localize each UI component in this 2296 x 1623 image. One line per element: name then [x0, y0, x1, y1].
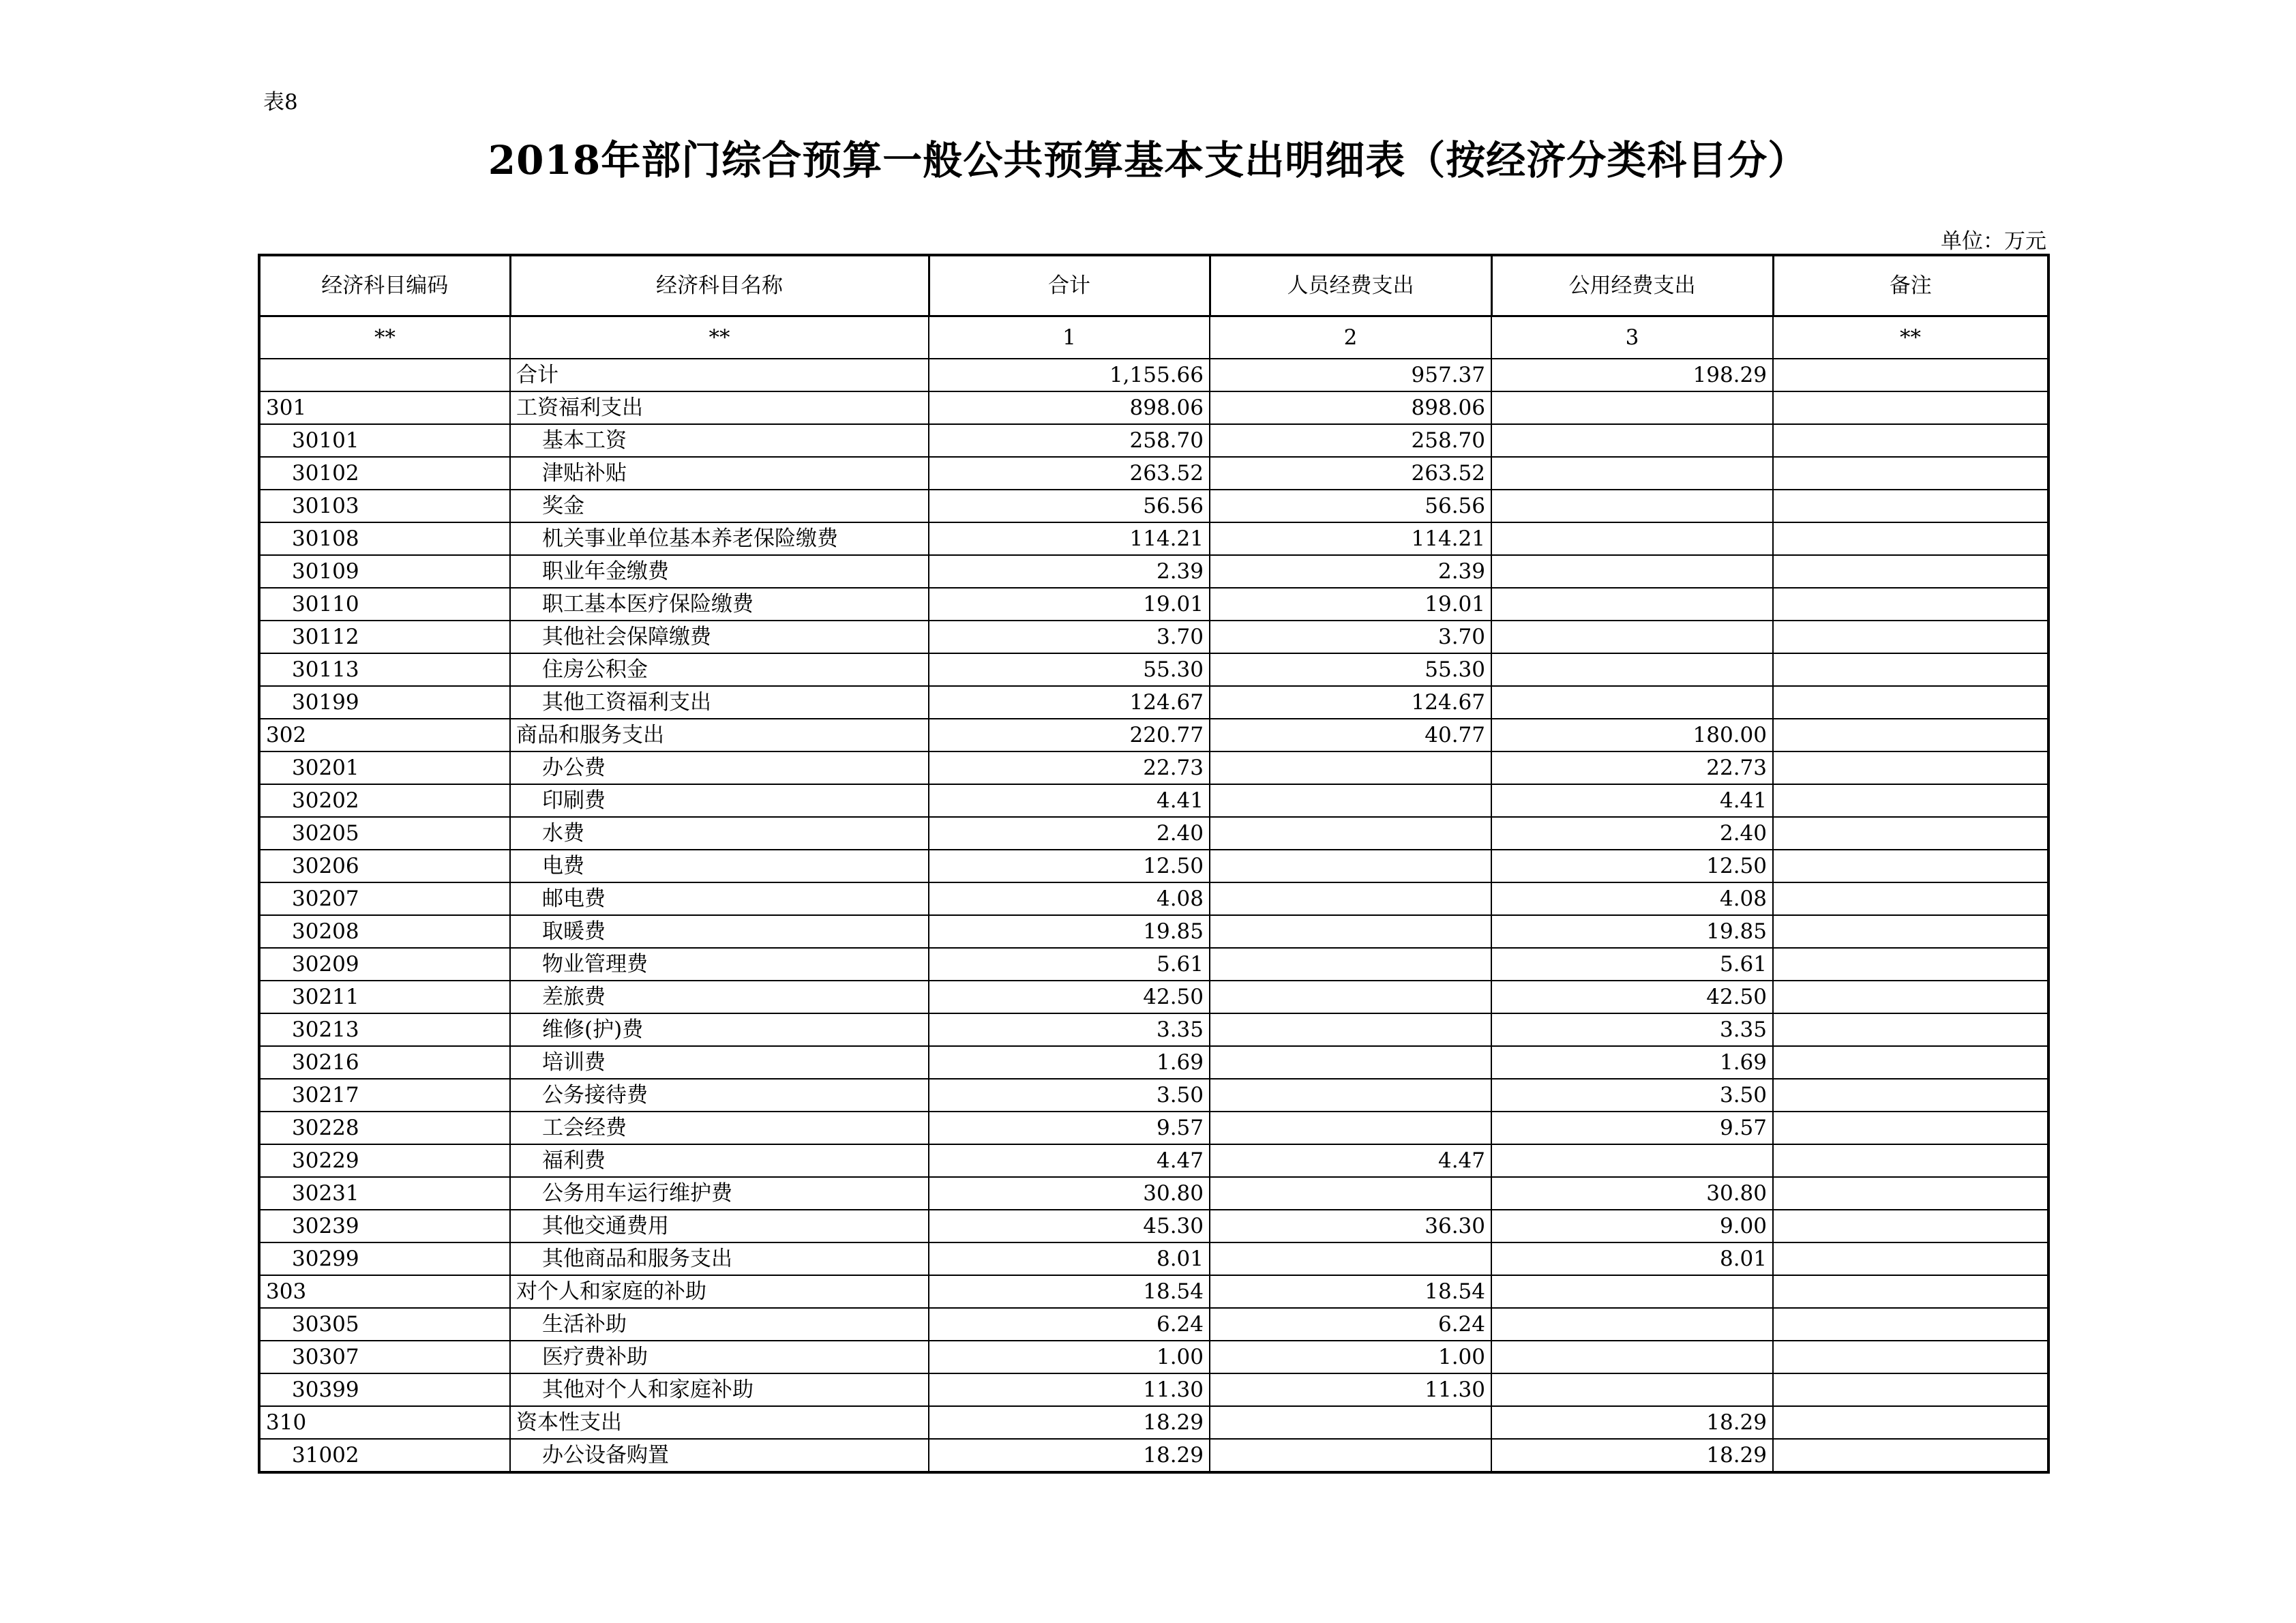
personnel-cell	[1210, 1079, 1491, 1112]
remark-cell	[1773, 490, 2048, 522]
total-cell: 12.50	[929, 850, 1210, 882]
remark-cell	[1773, 981, 2048, 1013]
personnel-cell: 6.24	[1210, 1308, 1491, 1341]
table-row	[259, 1144, 2048, 1177]
header-total: 合计	[929, 255, 1210, 316]
personnel-cell	[1210, 1177, 1491, 1210]
table-row	[259, 1341, 2048, 1373]
name-cell: 工资福利支出	[510, 391, 929, 424]
public-cell: 198.29	[1491, 359, 1773, 391]
total-cell: 30.80	[929, 1177, 1210, 1210]
code-cell: 30206	[259, 850, 510, 882]
public-cell	[1491, 1308, 1773, 1341]
name-cell: 住房公积金	[510, 653, 929, 686]
code-cell: 30101	[259, 424, 510, 457]
total-cell: 18.54	[929, 1275, 1210, 1308]
total-cell: 22.73	[929, 751, 1210, 784]
table-row	[259, 1308, 2048, 1341]
index-cell: 2	[1210, 316, 1491, 359]
name-cell: 其他交通费用	[510, 1210, 929, 1242]
total-cell: 124.67	[929, 686, 1210, 719]
personnel-cell	[1210, 1406, 1491, 1439]
remark-cell	[1773, 1210, 2048, 1242]
total-cell: 18.29	[929, 1439, 1210, 1472]
personnel-cell	[1210, 981, 1491, 1013]
name-cell: 商品和服务支出	[510, 719, 929, 751]
table-row	[259, 1373, 2048, 1406]
remark-cell	[1773, 1079, 2048, 1112]
total-cell: 9.57	[929, 1112, 1210, 1144]
remark-cell	[1773, 1112, 2048, 1144]
code-cell: 30102	[259, 457, 510, 490]
public-cell: 4.41	[1491, 784, 1773, 817]
header-public: 公用经费支出	[1491, 255, 1773, 316]
name-cell: 差旅费	[510, 981, 929, 1013]
name-cell: 其他商品和服务支出	[510, 1242, 929, 1275]
name-cell: 其他社会保障缴费	[510, 621, 929, 653]
name-cell: 福利费	[510, 1144, 929, 1177]
name-cell: 取暖费	[510, 915, 929, 948]
remark-cell	[1773, 621, 2048, 653]
code-cell: 30299	[259, 1242, 510, 1275]
remark-cell	[1773, 1242, 2048, 1275]
name-cell: 物业管理费	[510, 948, 929, 981]
name-cell: 医疗费补助	[510, 1341, 929, 1373]
table-row	[259, 359, 2048, 391]
personnel-cell	[1210, 1439, 1491, 1472]
public-cell	[1491, 391, 1773, 424]
personnel-cell	[1210, 850, 1491, 882]
code-cell: 30205	[259, 817, 510, 850]
code-cell: 30110	[259, 588, 510, 621]
remark-cell	[1773, 555, 2048, 588]
remark-cell	[1773, 915, 2048, 948]
personnel-cell	[1210, 784, 1491, 817]
remark-cell	[1773, 1406, 2048, 1439]
table-row	[259, 1439, 2048, 1472]
index-cell: 1	[929, 316, 1210, 359]
public-cell	[1491, 621, 1773, 653]
public-cell	[1491, 1275, 1773, 1308]
code-cell: 30231	[259, 1177, 510, 1210]
public-cell: 4.08	[1491, 882, 1773, 915]
public-cell: 22.73	[1491, 751, 1773, 784]
name-cell: 奖金	[510, 490, 929, 522]
code-cell: 30108	[259, 522, 510, 555]
remark-cell	[1773, 424, 2048, 457]
name-cell: 机关事业单位基本养老保险缴费	[510, 522, 929, 555]
total-cell: 4.47	[929, 1144, 1210, 1177]
table-row	[259, 1275, 2048, 1308]
remark-cell	[1773, 1177, 2048, 1210]
total-cell: 11.30	[929, 1373, 1210, 1406]
personnel-cell: 40.77	[1210, 719, 1491, 751]
personnel-cell: 263.52	[1210, 457, 1491, 490]
table-row	[259, 1079, 2048, 1112]
public-cell: 42.50	[1491, 981, 1773, 1013]
code-cell: 310	[259, 1406, 510, 1439]
code-cell: 30307	[259, 1341, 510, 1373]
remark-cell	[1773, 1341, 2048, 1373]
table-row	[259, 522, 2048, 555]
personnel-cell	[1210, 751, 1491, 784]
name-cell: 其他对个人和家庭补助	[510, 1373, 929, 1406]
remark-cell	[1773, 882, 2048, 915]
remark-cell	[1773, 1144, 2048, 1177]
remark-cell	[1773, 1013, 2048, 1046]
code-cell: 30229	[259, 1144, 510, 1177]
personnel-cell: 2.39	[1210, 555, 1491, 588]
personnel-cell: 3.70	[1210, 621, 1491, 653]
index-cell: **	[259, 316, 510, 359]
header-code: 经济科目编码	[259, 255, 510, 316]
name-cell: 印刷费	[510, 784, 929, 817]
code-cell: 30399	[259, 1373, 510, 1406]
table-row	[259, 719, 2048, 751]
code-cell: 30209	[259, 948, 510, 981]
remark-cell	[1773, 457, 2048, 490]
code-cell: 301	[259, 391, 510, 424]
table-row	[259, 1177, 2048, 1210]
code-cell: 31002	[259, 1439, 510, 1472]
index-row	[259, 316, 2048, 359]
code-cell: 30113	[259, 653, 510, 686]
name-cell: 邮电费	[510, 882, 929, 915]
total-cell: 4.08	[929, 882, 1210, 915]
public-cell: 18.29	[1491, 1406, 1773, 1439]
remark-cell	[1773, 522, 2048, 555]
personnel-cell: 258.70	[1210, 424, 1491, 457]
total-cell: 3.70	[929, 621, 1210, 653]
code-cell: 30228	[259, 1112, 510, 1144]
remark-cell	[1773, 784, 2048, 817]
personnel-cell	[1210, 1013, 1491, 1046]
code-cell: 30239	[259, 1210, 510, 1242]
public-cell	[1491, 424, 1773, 457]
table-row	[259, 948, 2048, 981]
personnel-cell	[1210, 882, 1491, 915]
remark-cell	[1773, 391, 2048, 424]
code-cell: 30199	[259, 686, 510, 719]
name-cell: 津贴补贴	[510, 457, 929, 490]
name-cell: 维修(护)费	[510, 1013, 929, 1046]
code-cell: 30109	[259, 555, 510, 588]
total-cell: 6.24	[929, 1308, 1210, 1341]
personnel-cell	[1210, 1242, 1491, 1275]
public-cell: 9.57	[1491, 1112, 1773, 1144]
code-cell: 30207	[259, 882, 510, 915]
name-cell: 合计	[510, 359, 929, 391]
personnel-cell: 11.30	[1210, 1373, 1491, 1406]
table-row	[259, 882, 2048, 915]
table-number: 表8	[263, 90, 298, 115]
personnel-cell: 18.54	[1210, 1275, 1491, 1308]
table-row	[259, 817, 2048, 850]
personnel-cell: 19.01	[1210, 588, 1491, 621]
code-cell: 30217	[259, 1079, 510, 1112]
total-cell: 4.41	[929, 784, 1210, 817]
name-cell: 公务用车运行维护费	[510, 1177, 929, 1210]
table-row	[259, 751, 2048, 784]
name-cell: 生活补助	[510, 1308, 929, 1341]
index-cell: 3	[1491, 316, 1773, 359]
code-cell: 30103	[259, 490, 510, 522]
code-cell: 30208	[259, 915, 510, 948]
personnel-cell: 124.67	[1210, 686, 1491, 719]
public-cell	[1491, 522, 1773, 555]
remark-cell	[1773, 653, 2048, 686]
name-cell: 培训费	[510, 1046, 929, 1079]
name-cell: 公务接待费	[510, 1079, 929, 1112]
name-cell: 工会经费	[510, 1112, 929, 1144]
remark-cell	[1773, 751, 2048, 784]
total-cell: 258.70	[929, 424, 1210, 457]
total-cell: 45.30	[929, 1210, 1210, 1242]
total-cell: 42.50	[929, 981, 1210, 1013]
public-cell: 180.00	[1491, 719, 1773, 751]
total-cell: 19.01	[929, 588, 1210, 621]
remark-cell	[1773, 719, 2048, 751]
index-cell: **	[510, 316, 929, 359]
public-cell	[1491, 490, 1773, 522]
personnel-cell	[1210, 915, 1491, 948]
total-cell: 1.69	[929, 1046, 1210, 1079]
total-cell: 220.77	[929, 719, 1210, 751]
public-cell: 3.35	[1491, 1013, 1773, 1046]
name-cell: 对个人和家庭的补助	[510, 1275, 929, 1308]
total-cell: 18.29	[929, 1406, 1210, 1439]
total-cell: 114.21	[929, 522, 1210, 555]
personnel-cell	[1210, 1046, 1491, 1079]
table-row	[259, 784, 2048, 817]
total-cell: 56.56	[929, 490, 1210, 522]
code-cell: 30201	[259, 751, 510, 784]
name-cell: 水费	[510, 817, 929, 850]
public-cell	[1491, 1341, 1773, 1373]
table-row	[259, 391, 2048, 424]
index-cell: **	[1773, 316, 2048, 359]
total-cell: 3.35	[929, 1013, 1210, 1046]
personnel-cell	[1210, 817, 1491, 850]
remark-cell	[1773, 686, 2048, 719]
public-cell: 8.01	[1491, 1242, 1773, 1275]
header-personnel: 人员经费支出	[1210, 255, 1491, 316]
name-cell: 基本工资	[510, 424, 929, 457]
name-cell: 办公设备购置	[510, 1439, 929, 1472]
remark-cell	[1773, 948, 2048, 981]
public-cell: 3.50	[1491, 1079, 1773, 1112]
public-cell: 1.69	[1491, 1046, 1773, 1079]
public-cell	[1491, 1144, 1773, 1177]
personnel-cell	[1210, 1112, 1491, 1144]
total-cell: 19.85	[929, 915, 1210, 948]
table-row	[259, 1406, 2048, 1439]
unit-label: 单位：万元	[1941, 229, 2046, 254]
total-cell: 8.01	[929, 1242, 1210, 1275]
code-cell: 302	[259, 719, 510, 751]
table-row	[259, 1046, 2048, 1079]
personnel-cell	[1210, 948, 1491, 981]
public-cell: 18.29	[1491, 1439, 1773, 1472]
code-cell: 30216	[259, 1046, 510, 1079]
personnel-cell: 56.56	[1210, 490, 1491, 522]
table-row	[259, 1013, 2048, 1046]
name-cell: 资本性支出	[510, 1406, 929, 1439]
code-cell	[259, 359, 510, 391]
table-row	[259, 1242, 2048, 1275]
remark-cell	[1773, 817, 2048, 850]
code-cell: 30112	[259, 621, 510, 653]
remark-cell	[1773, 1275, 2048, 1308]
public-cell: 30.80	[1491, 1177, 1773, 1210]
code-cell: 303	[259, 1275, 510, 1308]
total-cell: 1,155.66	[929, 359, 1210, 391]
public-cell: 12.50	[1491, 850, 1773, 882]
public-cell	[1491, 1373, 1773, 1406]
header-name: 经济科目名称	[510, 255, 929, 316]
name-cell: 职业年金缴费	[510, 555, 929, 588]
total-cell: 1.00	[929, 1341, 1210, 1373]
remark-cell	[1773, 588, 2048, 621]
table-row	[259, 1210, 2048, 1242]
table-row	[259, 490, 2048, 522]
code-cell: 30213	[259, 1013, 510, 1046]
public-cell	[1491, 457, 1773, 490]
remark-cell	[1773, 850, 2048, 882]
remark-cell	[1773, 1439, 2048, 1472]
total-cell: 263.52	[929, 457, 1210, 490]
total-cell: 898.06	[929, 391, 1210, 424]
name-cell: 其他工资福利支出	[510, 686, 929, 719]
total-cell: 2.39	[929, 555, 1210, 588]
header-remark: 备注	[1773, 255, 2048, 316]
code-cell: 30202	[259, 784, 510, 817]
table-row	[259, 457, 2048, 490]
public-cell	[1491, 686, 1773, 719]
personnel-cell: 898.06	[1210, 391, 1491, 424]
code-cell: 30211	[259, 981, 510, 1013]
personnel-cell: 1.00	[1210, 1341, 1491, 1373]
table-row	[259, 621, 2048, 653]
total-cell: 55.30	[929, 653, 1210, 686]
table-row	[259, 555, 2048, 588]
name-cell: 办公费	[510, 751, 929, 784]
table-row	[259, 981, 2048, 1013]
name-cell: 电费	[510, 850, 929, 882]
personnel-cell: 4.47	[1210, 1144, 1491, 1177]
public-cell	[1491, 555, 1773, 588]
table-row	[259, 850, 2048, 882]
public-cell: 5.61	[1491, 948, 1773, 981]
personnel-cell: 957.37	[1210, 359, 1491, 391]
table-row	[259, 588, 2048, 621]
personnel-cell: 36.30	[1210, 1210, 1491, 1242]
page-title: 2018年部门综合预算一般公共预算基本支出明细表（按经济分类科目分）	[488, 137, 1808, 183]
remark-cell	[1773, 1308, 2048, 1341]
public-cell: 9.00	[1491, 1210, 1773, 1242]
table-row	[259, 686, 2048, 719]
table-row	[259, 1112, 2048, 1144]
name-cell: 职工基本医疗保险缴费	[510, 588, 929, 621]
table-row	[259, 915, 2048, 948]
table-row	[259, 653, 2048, 686]
code-cell: 30305	[259, 1308, 510, 1341]
public-cell	[1491, 588, 1773, 621]
total-cell: 5.61	[929, 948, 1210, 981]
expenditure-table	[258, 254, 2050, 1474]
total-cell: 3.50	[929, 1079, 1210, 1112]
personnel-cell: 55.30	[1210, 653, 1491, 686]
total-cell: 2.40	[929, 817, 1210, 850]
public-cell: 19.85	[1491, 915, 1773, 948]
public-cell	[1491, 653, 1773, 686]
remark-cell	[1773, 359, 2048, 391]
header-row	[259, 255, 2048, 316]
remark-cell	[1773, 1373, 2048, 1406]
remark-cell	[1773, 1046, 2048, 1079]
table-row	[259, 424, 2048, 457]
public-cell: 2.40	[1491, 817, 1773, 850]
personnel-cell: 114.21	[1210, 522, 1491, 555]
